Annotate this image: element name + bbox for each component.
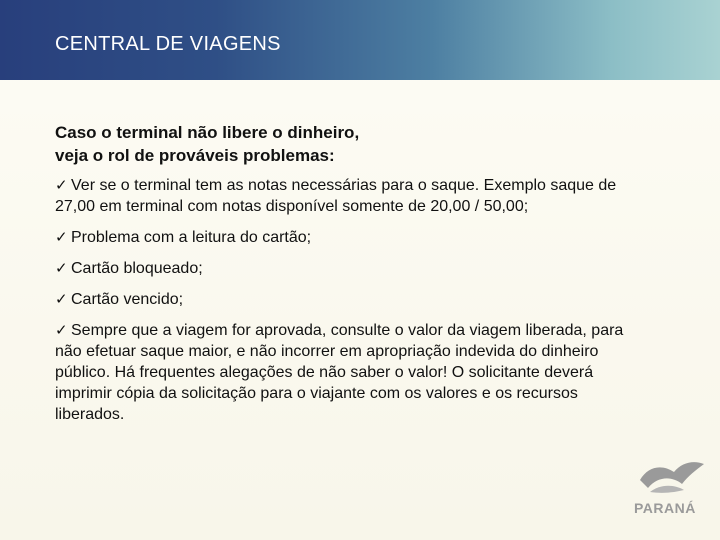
- list-item-text: Sempre que a viagem for aprovada, consulte o valor da viagem liberada, para não efetuar saque maior, e não incorrer em apropriação indevida do dinheiro público. Há frequentes alegações de não saber o valor! O solicitante deverá imprimir cópia da solicitação para o viajante com os valores e os recursos liberados.: [55, 322, 624, 423]
- list-item: [55, 258, 630, 279]
- checkmark-icon: ✓: [55, 229, 68, 246]
- checkmark-icon: ✓: [55, 177, 68, 194]
- logo-text: PARANÁ: [634, 500, 696, 516]
- list-item: [55, 320, 630, 425]
- checkmark-icon: ✓: [55, 260, 68, 277]
- list-item: [55, 227, 630, 248]
- list-item-text: Ver se o terminal tem as notas necessárias para o saque. Exemplo saque de 27,00 em terminal com notas disponível somente de 20,00 / 50,00;: [55, 177, 617, 215]
- list-item-text: Cartão vencido;: [71, 291, 184, 308]
- checkmark-icon: ✓: [55, 322, 68, 339]
- page-title: CENTRAL DE VIAGENS: [55, 33, 281, 55]
- intro-line-2: veja o rol de prováveis problemas:: [55, 146, 335, 165]
- parana-logo: [630, 458, 710, 530]
- list-item-text: Problema com a leitura do cartão;: [71, 229, 312, 246]
- header-bar: [0, 0, 720, 80]
- intro-text: [55, 121, 630, 167]
- slide-content: [55, 121, 630, 435]
- checkmark-icon: ✓: [55, 291, 68, 308]
- intro-line-1: Caso o terminal não libere o dinheiro,: [55, 123, 360, 142]
- list-item: [55, 175, 630, 217]
- parana-flag-logo-icon: [630, 458, 710, 498]
- list-item-text: Cartão bloqueado;: [71, 260, 203, 277]
- list-item: [55, 289, 630, 310]
